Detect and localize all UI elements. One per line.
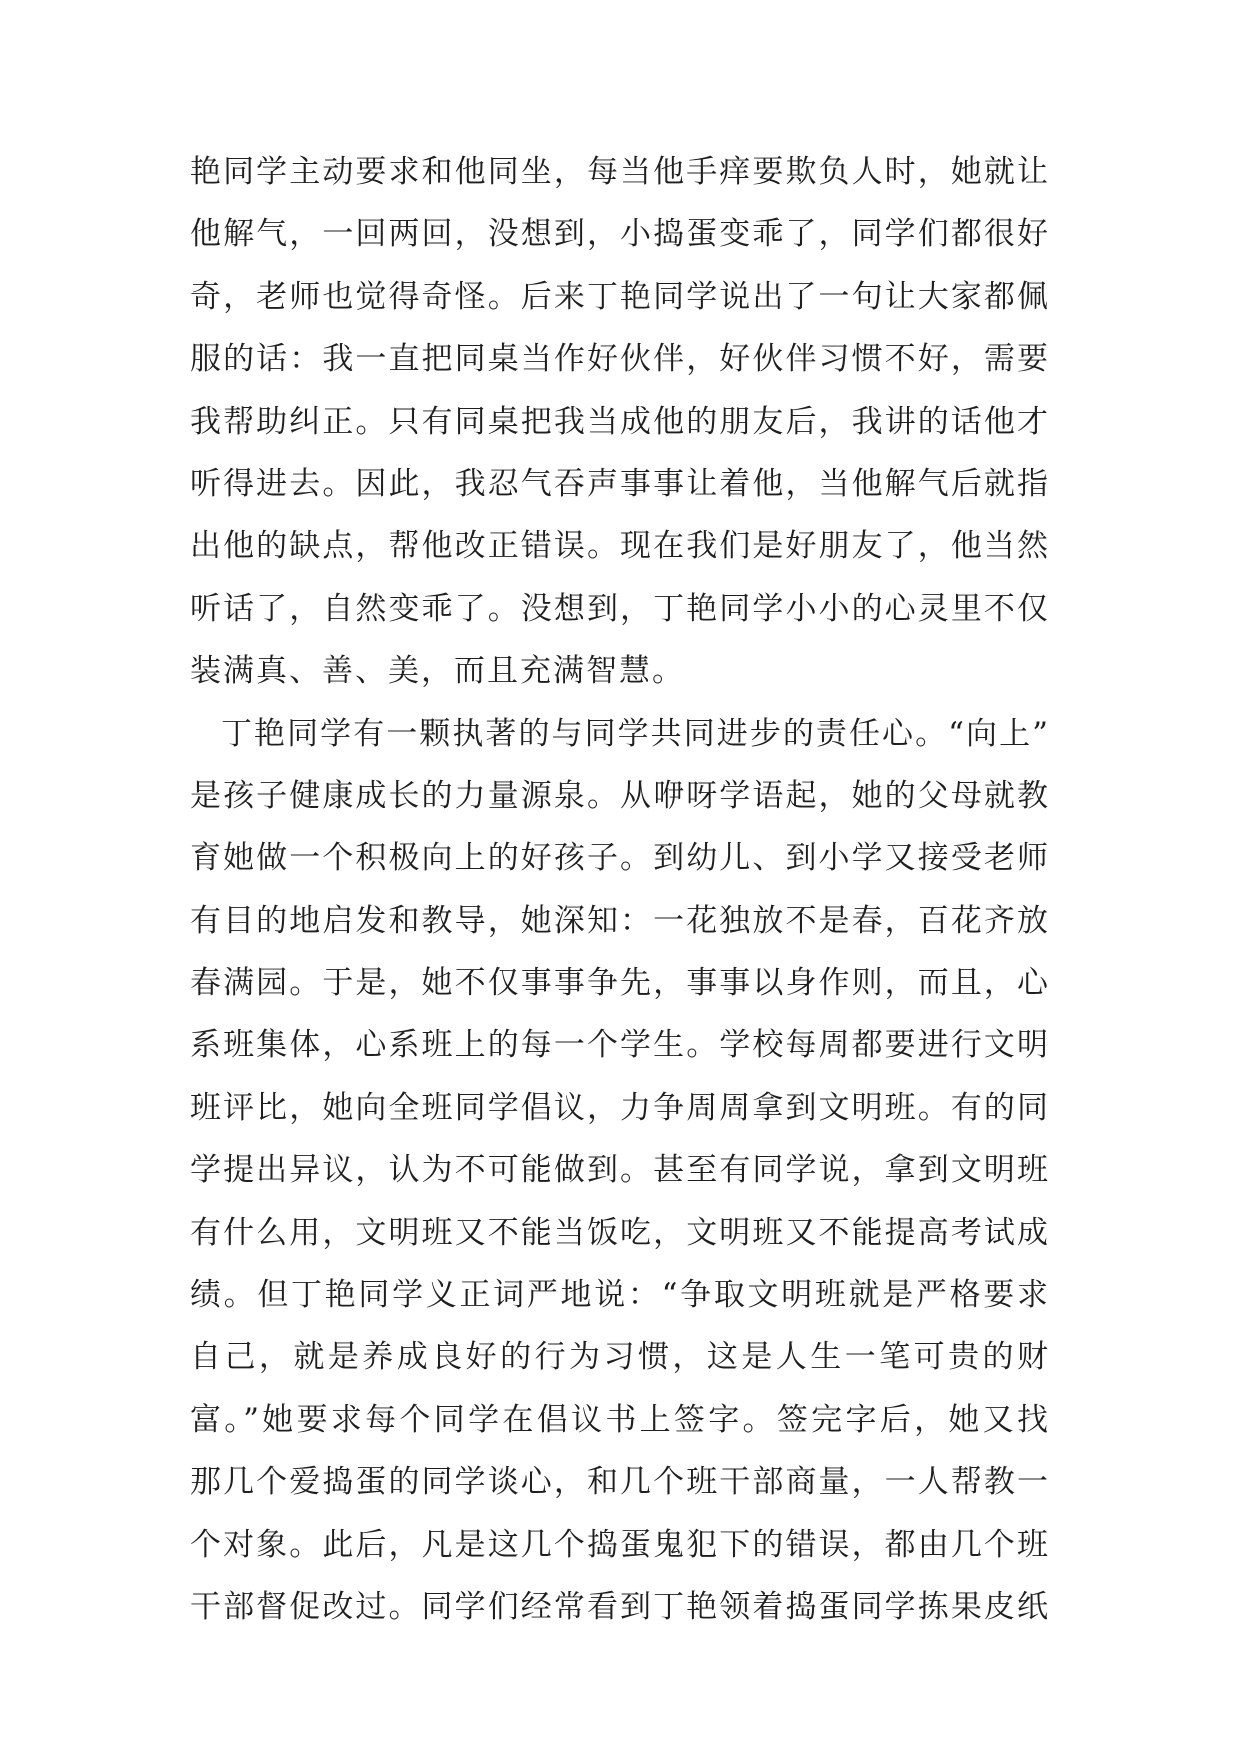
text-line: 个对象。此后，凡是这几个捣蛋鬼犯下的错误，都由几个班 xyxy=(190,1526,1050,1563)
text-line: 自己，就是养成良好的行为习惯，这是人生一笔可贵的财 xyxy=(190,1339,1050,1376)
text-line: 干部督促改过。同学们经常看到丁艳领着捣蛋同学拣果皮纸 xyxy=(190,1588,1050,1625)
text-line: 那几个爱捣蛋的同学谈心，和几个班干部商量，一人帮教一 xyxy=(190,1464,1050,1501)
text-line: 系班集体，心系班上的每一个学生。学校每周都要进行文明 xyxy=(190,1027,1050,1064)
text-line: 我帮助纠正。只有同桌把我当成他的朋友后，我讲的话他才 xyxy=(190,403,1050,440)
text-line: 听得进去。因此，我忍气吞声事事让着他，当他解气后就指 xyxy=(190,465,1050,502)
text-line: 春满园。于是，她不仅事事争先，事事以身作则，而且，心 xyxy=(190,965,1050,1002)
document-body xyxy=(190,141,1050,1638)
text-line: 绩。但丁艳同学义正词严地说：“争取文明班就是严格要求 xyxy=(190,1277,1050,1314)
text-line: 奇，老师也觉得奇怪。后来丁艳同学说出了一句让大家都佩 xyxy=(190,278,1050,315)
text-line: 富。”她要求每个同学在倡议书上签字。签完字后，她又找 xyxy=(190,1401,1050,1438)
text-line: 有目的地启发和教导，她深知：一花独放不是春，百花齐放 xyxy=(190,902,1050,939)
text-line: 班评比，她向全班同学倡议，力争周周拿到文明班。有的同 xyxy=(190,1089,1050,1126)
paragraph-start-line: 丁艳同学有一颗执著的与同学共同进步的责任心。“向上” xyxy=(221,715,1050,752)
text-line: 出他的缺点，帮他改正错误。现在我们是好朋友了，他当然 xyxy=(190,528,1050,565)
text-line: 学提出异议，认为不可能做到。甚至有同学说，拿到文明班 xyxy=(190,1152,1050,1189)
text-line: 艳同学主动要求和他同坐，每当他手痒要欺负人时，她就让 xyxy=(190,154,1050,190)
text-line: 是孩子健康成长的力量源泉。从咿呀学语起，她的父母就教 xyxy=(190,777,1050,814)
text-line: 有什么用，文明班又不能当饭吃，文明班又不能提高考试成 xyxy=(190,1214,1050,1251)
text-line: 服的话：我一直把同桌当作好伙伴，好伙伴习惯不好，需要 xyxy=(190,341,1050,378)
text-line: 他解气，一回两回，没想到，小捣蛋变乖了，同学们都很好 xyxy=(190,216,1050,253)
text-line: 育她做一个积极向上的好孩子。到幼儿、到小学又接受老师 xyxy=(190,840,1050,877)
paragraph-end-line: 装满真、善、美，而且充满智慧。 xyxy=(190,653,685,690)
text-line: 听话了，自然变乖了。没想到，丁艳同学小小的心灵里不仅 xyxy=(190,590,1050,627)
